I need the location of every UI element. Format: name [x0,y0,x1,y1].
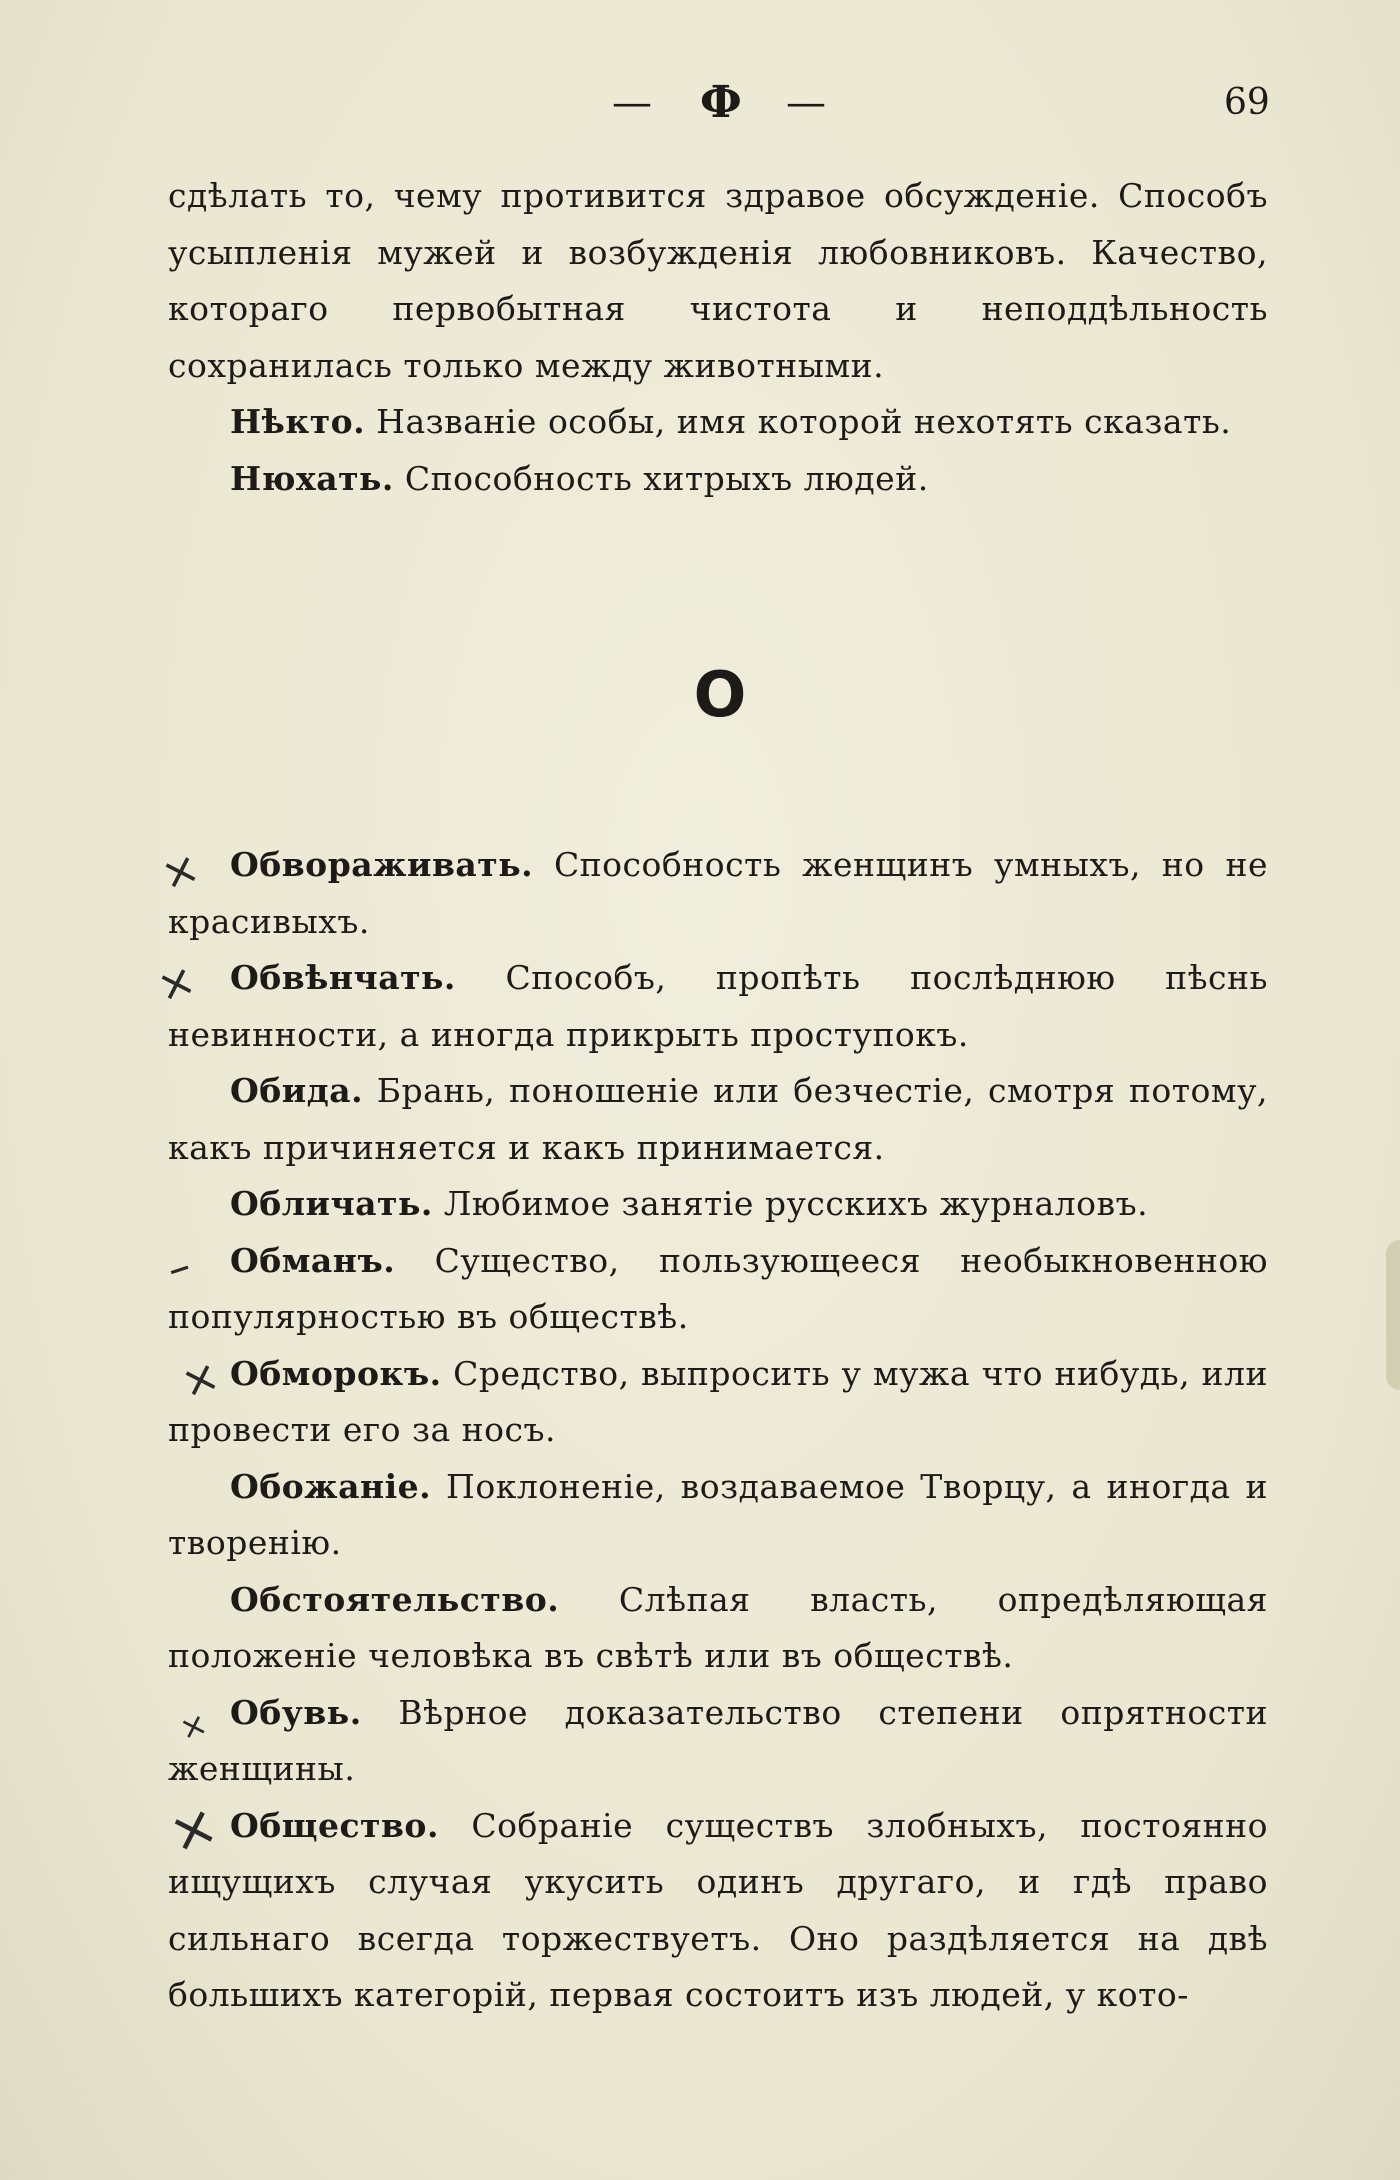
entry-text: Способность женщинъ умныхъ, но не красивыхъ. [168,845,1268,941]
entry-text: Брань, поношеніе или безчестіе, смотря потому, какъ причиняется и какъ принимается. [168,1071,1268,1167]
entry-text: Собраніе существъ злобныхъ, постоянно ищущихъ случая укусить одинъ другаго, и гдѣ право сильнаго всегда торжествуетъ. Оно раздѣляется на двѣ большихъ категорій, первая состоитъ изъ людей, у кото- [168,1805,1268,2014]
entry-text: Поклоненіе, воздаваемое Творцу, а иногда и творенію. [168,1466,1268,1562]
entry-term: Нюхать. [230,458,394,498]
entry-term: Обморокъ. [230,1353,442,1393]
pencil-cross-mark-icon: × [174,1703,213,1749]
pencil-cross-mark-icon: × [154,841,206,902]
entry-text: Способность хитрыхъ людей. [404,458,929,498]
entry-term: Обувь. [230,1692,362,1732]
continued-entries [168,168,1268,507]
entry-term: Обманъ. [230,1240,396,1280]
pencil-cross-mark-icon: × [150,953,202,1014]
dictionary-entry [168,950,1268,1063]
dictionary-entry [168,1233,1268,1346]
running-header [0,78,1400,128]
dictionary-entry [168,1063,1268,1176]
entry-continuation [168,168,1268,394]
page-edge-shadow [1386,1240,1400,1390]
header-dash-right: — [786,80,826,126]
page-number: 69 [1224,82,1270,123]
section-heading-letter: О [693,658,747,731]
dictionary-entry [168,1176,1268,1233]
entry-text: сдѣлать то, чему противится здравое обсужденіе. Способъ усыпленія мужей и возбужденія любовниковъ. Качество, котораго первобытная чистота и неподдѣльность сохранилась только между животными. [168,176,1268,385]
dictionary-entry [168,1685,1268,1798]
entry-text: Средство, выпросить у мужа что нибудь, или провести его за носъ. [168,1353,1268,1449]
pencil-dash-mark-icon: – [160,1239,198,1296]
dictionary-entry [168,837,1268,950]
entry-text: Существо, пользующееся необыкновенною популярностью въ обществѣ. [168,1240,1268,1336]
entry-text: Любимое занятіе русскихъ журналовъ. [443,1184,1149,1223]
header-dash-left: — [612,80,652,126]
entry-term: Обстоятельство. [230,1579,560,1619]
entry-text: Слѣпая власть, опредѣляющая положеніе человѣка въ свѣтѣ или въ обществѣ. [168,1579,1268,1675]
section-entries [168,837,1268,2024]
entry-term: Обожаніе. [230,1466,432,1506]
header-letter: Ф [700,77,742,128]
entry-text: Способъ, пропѣть послѣднюю пѣснь невинности, а иногда прикрыть проступокъ. [168,958,1268,1054]
entry-term: Обвораживать. [230,845,534,884]
entry-term: Обида. [230,1071,364,1110]
dictionary-entry [168,1459,1268,1572]
pencil-cross-mark-icon: × [174,1349,226,1410]
dictionary-entry [168,1798,1268,2024]
dictionary-entry [168,451,1268,508]
entry-term: Общество. [230,1805,439,1845]
entry-term: Нѣкто. [230,402,366,441]
dictionary-entry [168,394,1268,451]
dictionary-entry [168,1572,1268,1685]
entry-text: Названіе особы, имя которой нехотять сказать. [376,402,1232,441]
pencil-cross-mark-icon: × [160,1791,226,1868]
entry-term: Обвѣнчать. [230,958,456,997]
dictionary-entry [168,1346,1268,1459]
entry-text: Вѣрное доказательство степени опрятности женщины. [168,1692,1268,1788]
entry-term: Обличать. [230,1184,433,1223]
